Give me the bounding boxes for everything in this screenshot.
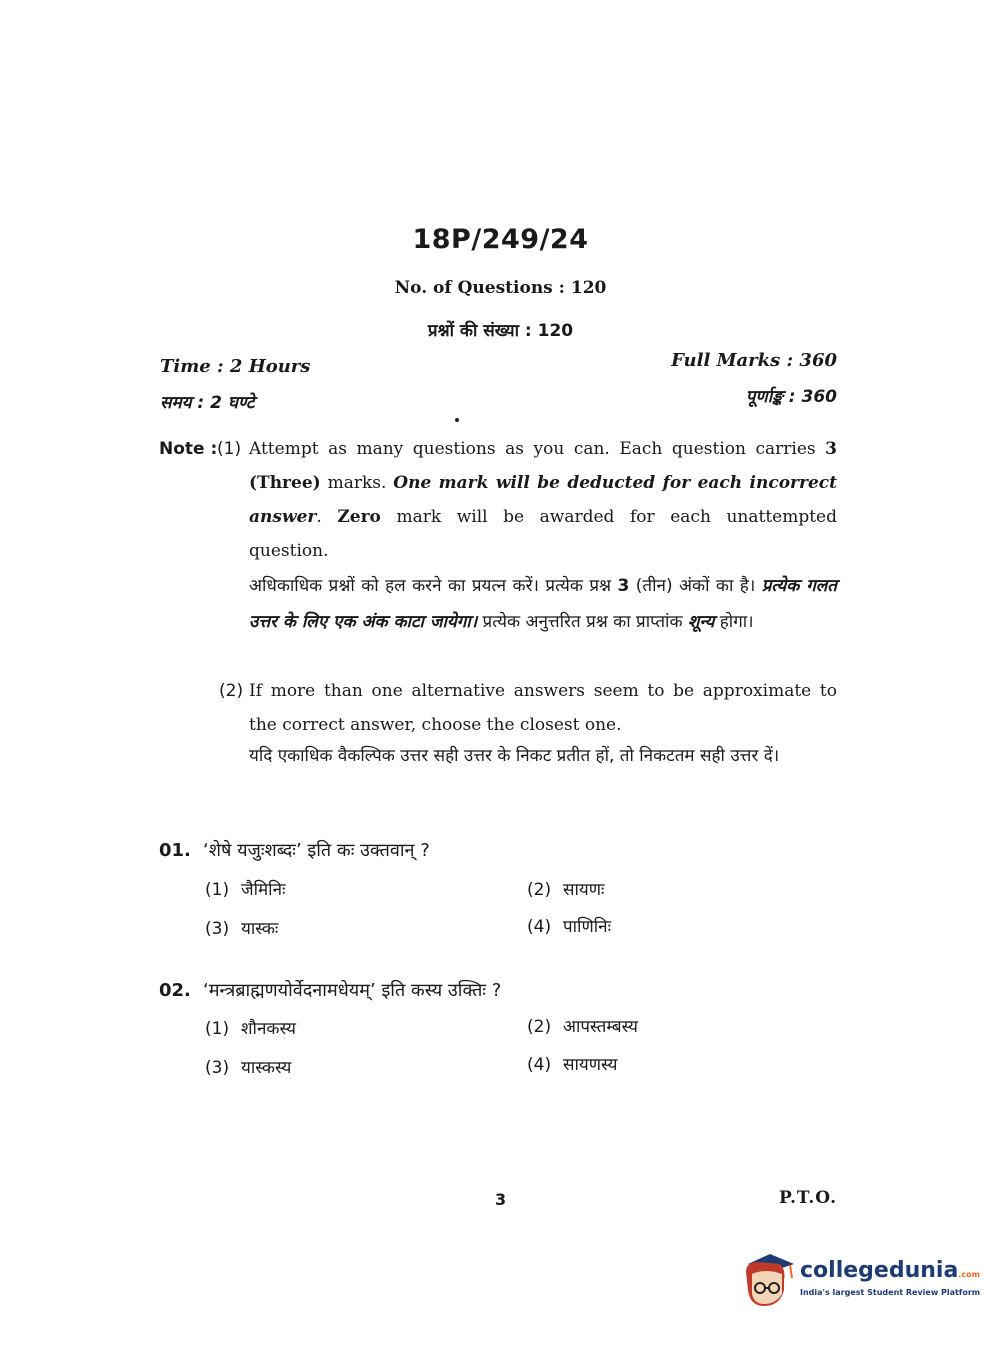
page-number: 3 (495, 1190, 507, 1209)
mascot-icon (740, 1250, 796, 1310)
note-item-2-number: (2) (219, 681, 244, 701)
question-1-option-1: (1) जैमिनिः (205, 880, 286, 900)
paper-code: 18P/249/24 (412, 224, 589, 255)
question-1-option-3: (3) यास्कः (205, 919, 279, 939)
question-number: 02. (159, 980, 191, 1001)
note-label: Note : (159, 439, 218, 459)
question-number: 01. (159, 840, 191, 861)
question-2-option-1: (1) शौनकस्य (205, 1019, 296, 1039)
note-item-2-en: If more than one alternative answers seem to be approximate to the correct answer, choose the closest one. (249, 681, 837, 735)
question-2-option-3: (3) यास्कस्य (205, 1058, 292, 1078)
collegedunia-watermark (740, 1250, 981, 1310)
note-item-1-number: (1) (217, 439, 242, 459)
full-marks-hi: पूर्णाङ्क : 360 (745, 387, 837, 407)
num-questions-en: No. of Questions : 120 (394, 278, 607, 298)
question-2 (159, 978, 859, 1002)
note-item-2-hi: यदि एकाधिक वैकल्पिक उत्तर सही उत्तर के निकट प्रतीत हों, तो निकटतम सही उत्तर दें। (249, 746, 780, 766)
question-2-option-4: (4) सायणस्य (527, 1055, 618, 1075)
question-text: ‘मन्त्रब्राह्मणयोर्वेदनामधेयम्’ इति कस्य उक्तिः ? (203, 980, 502, 1001)
brand-tagline: India's largest Student Review Platform (800, 1288, 981, 1297)
note-item-1-hi: अधिकाधिक प्रश्नों को हल करने का प्रयत्न करें। प्रत्येक प्रश्न 3 (तीन) अंकों का है। प्रत्येक गलत उत्तर के लिए एक अंक काटा जायेगा। प्रत्येक अनुत्तरित प्रश्न का प्राप्तांक शून्य होगा। (249, 576, 837, 632)
question-1 (159, 838, 859, 862)
question-2-option-2: (2) आपस्तम्बस्य (527, 1017, 639, 1037)
time-hi: समय : 2 घण्टे (160, 393, 255, 413)
num-questions-hi: प्रश्नों की संख्या : 120 (427, 321, 574, 341)
brand-name: collegedunia.com (800, 1258, 980, 1283)
stray-dot (455, 418, 459, 422)
note-item-1-en: Attempt as many questions as you can. Each question carries 3 (Three) marks. One mark will be deducted for each incorrect answer. Zero mark will be awarded for each unattempted question. (249, 439, 837, 561)
question-text: ‘शेषे यजुःशब्दः’ इति कः उक्तवान् ? (203, 840, 430, 861)
full-marks-en: Full Marks : 360 (671, 350, 837, 371)
pto-label: P.T.O. (779, 1188, 837, 1208)
question-1-option-2: (2) सायणः (527, 880, 605, 900)
question-1-option-4: (4) पाणिनिः (527, 917, 612, 937)
time-en: Time : 2 Hours (160, 356, 311, 377)
